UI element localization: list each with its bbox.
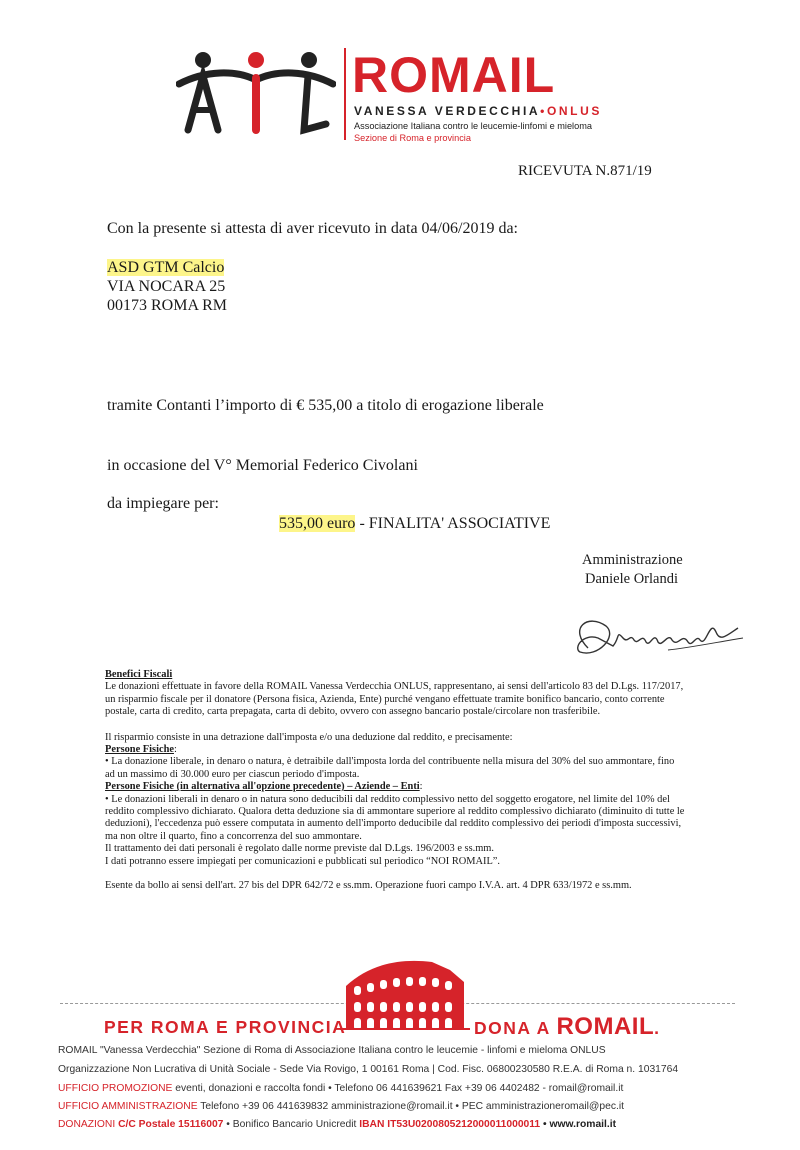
brand-onlus: ONLUS (546, 104, 602, 118)
aziende-title: Persone Fisiche (in alternativa all'opzione precedente) – Aziende – Enti: (105, 781, 423, 793)
stamp-note: Esente da bollo ai sensi dell'art. 27 bis del DPR 642/72 e ss.mm. Operazione fuori campo I.V.A. art. 4 DPR 633/1972 e ss.mm. (105, 880, 632, 892)
ail-figures-icon (176, 48, 336, 138)
brand-section: Sezione di Roma e provincia (354, 133, 471, 143)
persone-fisiche-title: Persone Fisiche: (105, 744, 177, 756)
footer-line-3: UFFICIO PROMOZIONE eventi, donazioni e raccolta fondi • Telefono 06 441639621 Fax +39 06 4402482 - romail@romail.it (58, 1083, 624, 1094)
privacy-line: I dati potranno essere impiegati per comunicazioni e pubblicati sul periodico “NOI ROMAIL”. (105, 855, 501, 867)
pf-line: • La donazione liberale, in denaro o natura, è detraibile dall'imposta lorda del contribuente nella misura del 30% del suo ammontare, fino (105, 756, 675, 768)
benefits-p2: Il risparmio consiste in una detrazione dall'imposta e/o una deduzione dal reddito, e precisamente: (105, 731, 513, 743)
signature (558, 608, 748, 668)
brand-description: Associazione Italiana contro le leucemie-linfomi e mieloma (354, 121, 592, 131)
az-line: reddito complessivo dichiarato. Qualora detta deduzione sia di ammontare superiore al reddito complessivo dichiarato (diminuito di tutte le (105, 806, 685, 818)
purpose-text: - FINALITA' ASSOCIATIVE (359, 515, 551, 532)
donor-name: ASD GTM Calcio (107, 259, 225, 276)
logo-divider (344, 48, 346, 140)
az-line: deduzioni), l'eccedenza può essere computata in aumento dell'importo deducibile dal reddito complessivo dei periodi d'imposta successivi, (105, 818, 682, 830)
donor-address-1: VIA NOCARA 25 (107, 278, 226, 295)
purpose-label: da impiegare per: (107, 495, 219, 512)
purpose-line (279, 514, 550, 533)
receipt-intro: Con la presente si attesta di aver ricevuto in data 04/06/2019 da: (107, 220, 518, 237)
colosseum-icon (340, 956, 470, 1030)
benefits-p1-line: postale, carta di credito, carta prepagata, carta di debito, ovvero con assegno bancario postale/circolare non trasferibile. (105, 706, 601, 718)
footer-line-1: ROMAIL "Vanessa Verdecchia" Sezione di Roma di Associazione Italiana contro le leucemie - linfomi e mieloma ONLUS (58, 1045, 606, 1056)
benefits-p1-line: un risparmio fiscale per il donatore (Persona fisica, Azienda, Ente) purché vengano effettuate tramite bonifico bancario, conto corrente (105, 693, 665, 705)
privacy-line: Il trattamento dei dati personali è regolato dalle norme previste dal D.Lgs. 196/2003 e ss.mm. (105, 843, 494, 855)
amount-line: tramite Contanti l’importo di € 535,00 a titolo di erogazione liberale (107, 397, 544, 414)
purpose-amount: 535,00 euro (279, 515, 356, 532)
brand-name: ROMAIL (352, 47, 556, 103)
benefits-p1-line: Le donazioni effettuate in favore della ROMAIL Vanessa Verdecchia ONLUS, rappresentano, ai sensi dell'articolo 83 del D.Lgs. 117/2017, (105, 681, 684, 693)
banner-left: PER ROMA E PROVINCIA (104, 1017, 347, 1037)
az-line: ma non oltre il quarto, fino a concorrenza del suo ammontare. (105, 830, 362, 842)
footer-line-5: DONAZIONI C/C Postale 15116007 • Bonifico Bancario Unicredit IBAN IT53U0200805212000011000011 • www.romail.it (58, 1119, 617, 1130)
fiscal-benefits (105, 669, 755, 893)
az-line: • Le donazioni liberali in denaro o in natura sono deducibili dal reddito complessivo netto del soggetto erogatore, nel limite del 10% del (105, 793, 670, 805)
signer-name: Daniele Orlandi (585, 571, 679, 587)
signer-role: Amministrazione (582, 552, 683, 568)
banner-right: DONA A ROMAIL. (474, 1013, 661, 1040)
receipt-number: RICEVUTA N.871/19 (518, 163, 652, 179)
ail-logo (176, 48, 336, 138)
occasion-line: in occasione del V° Memorial Federico Civolani (107, 457, 418, 474)
footer-line-4: UFFICIO AMMINISTRAZIONE Telefono +39 06 441639832 amministrazione@romail.it • PEC amministrazioneromail@pec.it (58, 1101, 624, 1112)
donor-address-2: 00173 ROMA RM (107, 297, 228, 314)
footer-line-2: Organizzazione Non Lucrativa di Unità Sociale - Sede Via Rovigo, 1 00161 Roma | Cod. Fisc. 06800230580 R.E.A. di Roma n. 1031764 (58, 1064, 679, 1075)
pf-line: ad un massimo di 30.000 euro per ciascun periodo d'imposta. (105, 768, 360, 780)
benefits-title: Benefici Fiscali (105, 669, 173, 680)
brand-subtitle: VANESSA VERDECCHIA•ONLUS (354, 104, 602, 118)
